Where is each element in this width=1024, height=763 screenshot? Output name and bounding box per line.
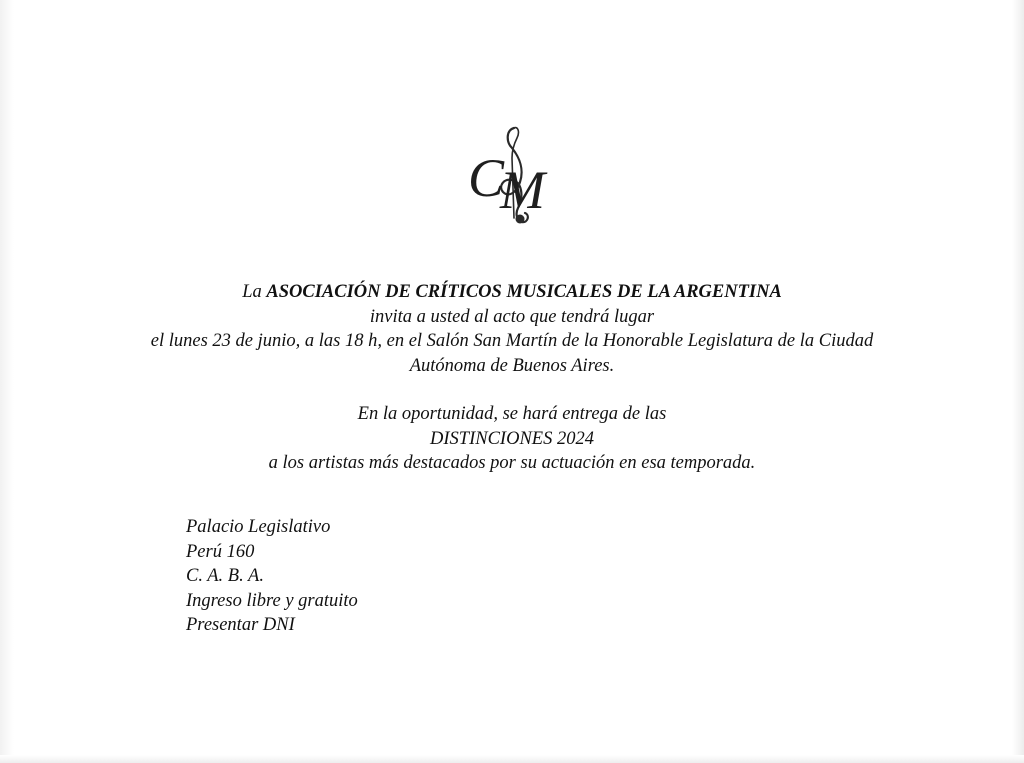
- page-edge-right: [1012, 0, 1024, 763]
- invitation-line-2: invita a usted al acto que tendrá lugar: [369, 306, 655, 327]
- invitation-line-5: En la oportunidad, se hará entrega de las: [357, 404, 667, 424]
- invitation-line-3: el lunes 23 de junio, a las 18 h, en el Salón San Martín de la Honorable Legislatura de la Ciudad: [150, 331, 874, 351]
- invitation-line-7: a los artistas más destacados por su actuación en esa temporada.: [268, 453, 756, 473]
- address-line-admission: Ingreso libre y gratuito: [186, 590, 358, 611]
- invitation-line-1: [60, 280, 964, 305]
- invitation-line-4: Autónoma de Buenos Aires.: [409, 355, 615, 376]
- address-line-venue: Palacio Legislativo: [186, 517, 331, 537]
- distinctions-title: DISTINCIONES 2024: [430, 428, 594, 449]
- invitation-text: [60, 280, 964, 476]
- paragraph-gap: [60, 378, 964, 402]
- monogram-m: M: [500, 160, 545, 220]
- line-prefix: La: [242, 282, 267, 302]
- page-edge-bottom: [0, 755, 1024, 763]
- address-line-requirement: Presentar DNI: [186, 615, 295, 636]
- monogram-c: C: [468, 148, 505, 208]
- organization-name: ASOCIACIÓN DE CRÍTICOS MUSICALES DE LA ARGENTINA: [266, 282, 782, 302]
- treble-clef-monogram-logo: [462, 118, 578, 230]
- address-block: [186, 515, 358, 638]
- address-line-city: C. A. B. A.: [186, 566, 264, 587]
- address-line-street: Perú 160: [186, 541, 255, 562]
- page-edge-left: [0, 0, 14, 763]
